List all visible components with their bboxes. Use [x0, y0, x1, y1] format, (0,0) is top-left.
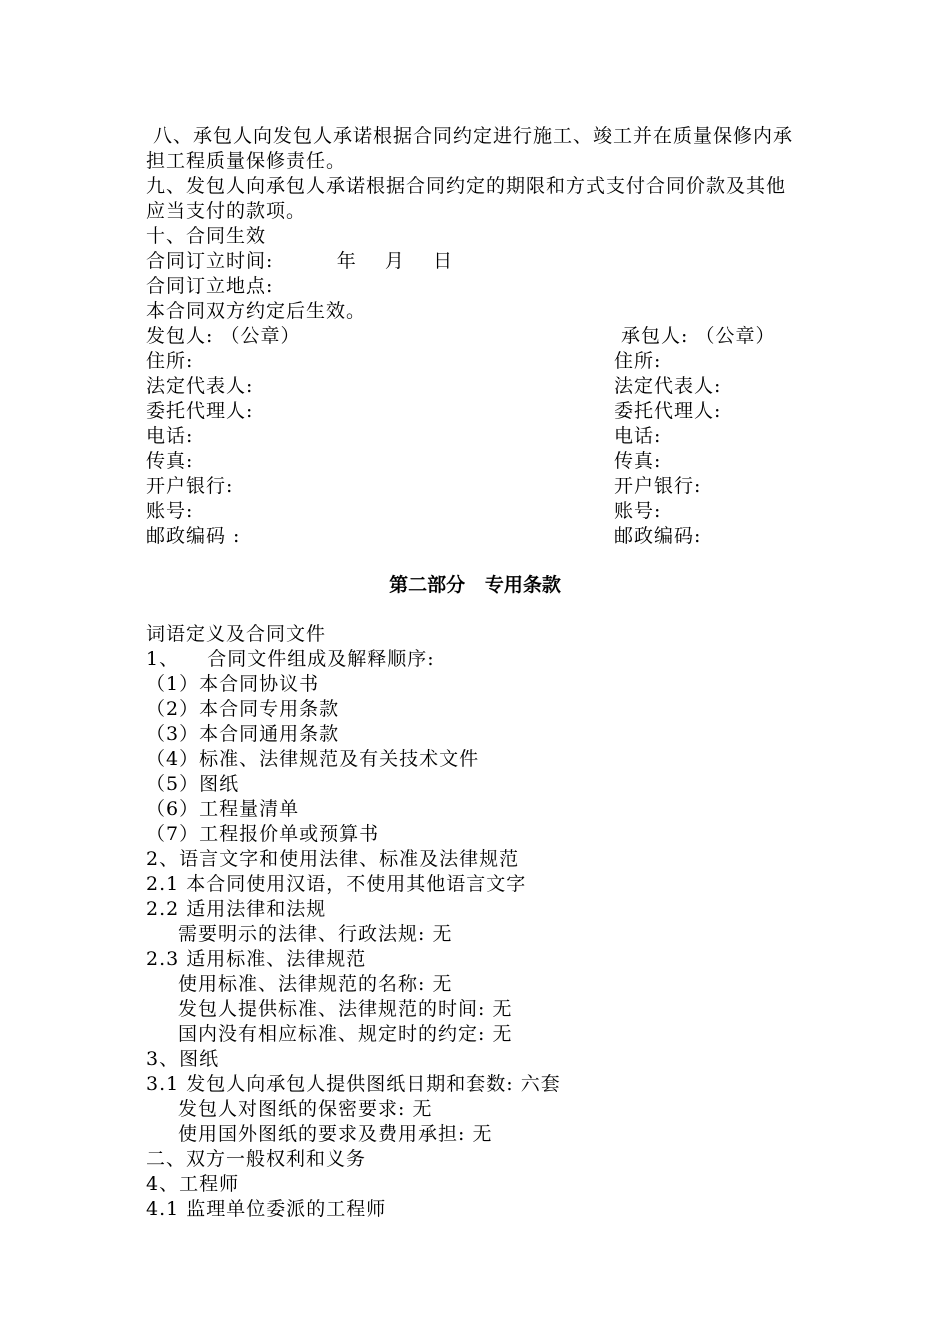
employer-postcode: 邮政编码 : — [146, 525, 241, 547]
part2-line: 发包人对图纸的保密要求: 无 — [178, 1098, 433, 1120]
part2-line: 二、双方一般权利和义务 — [146, 1148, 367, 1170]
part2-line: 4、工程师 — [146, 1173, 240, 1195]
employer-party: 发包人: （公章） — [146, 325, 301, 347]
contractor-agent: 委托代理人: — [614, 400, 722, 422]
part-2-heading: 第二部分 专用条款 — [389, 574, 561, 596]
part2-line: 使用国外图纸的要求及费用承担: 无 — [178, 1123, 493, 1145]
part2-line: 3.1 发包人向承包人提供图纸日期和套数: 六套 — [146, 1073, 561, 1095]
effective-statement: 本合同双方约定后生效。 — [146, 300, 367, 322]
employer-fax: 传真: — [146, 450, 194, 472]
employer-agent: 委托代理人: — [146, 400, 254, 422]
contractor-bank: 开户银行: — [614, 475, 702, 497]
contractor-account: 账号: — [614, 500, 662, 522]
part2-line: 使用标准、法律规范的名称: 无 — [178, 973, 453, 995]
part2-line: 2.1 本合同使用汉语，不使用其他语言文字 — [146, 873, 527, 895]
contractor-fax: 传真: — [614, 450, 662, 472]
part2-line: 词语定义及合同文件 — [146, 623, 327, 645]
part2-line: （6）工程量清单 — [146, 798, 300, 820]
employer-account: 账号: — [146, 500, 194, 522]
part2-line: 国内没有相应标准、规定时的约定: 无 — [178, 1023, 513, 1045]
part2-line: 2、语言文字和使用法律、标准及法律规范 — [146, 848, 520, 870]
part2-line: 3、图纸 — [146, 1048, 220, 1070]
contractor-postcode: 邮政编码: — [614, 525, 702, 547]
clause-8-line-2: 担工程质量保修责任。 — [146, 150, 347, 172]
part2-line: （5）图纸 — [146, 773, 240, 795]
employer-address: 住所: — [146, 350, 194, 372]
employer-legal-rep: 法定代表人: — [146, 375, 254, 397]
part2-line: （7）工程报价单或预算书 — [146, 823, 380, 845]
part2-line: （3）本合同通用条款 — [146, 723, 340, 745]
clause-9-line-1: 九、发包人向承包人承诺根据合同约定的期限和方式支付合同价款及其他 — [146, 175, 787, 197]
clause-10-title: 十、合同生效 — [146, 225, 267, 247]
part2-line: 需要明示的法律、行政法规: 无 — [178, 923, 453, 945]
employer-bank: 开户银行: — [146, 475, 234, 497]
part2-line: 4.1 监理单位委派的工程师 — [146, 1198, 387, 1220]
part2-line: 2.2 适用法律和法规 — [146, 898, 327, 920]
contractor-legal-rep: 法定代表人: — [614, 375, 722, 397]
part2-line: 2.3 适用标准、法律规范 — [146, 948, 367, 970]
sign-place: 合同订立地点: — [146, 275, 274, 297]
sign-time: 合同订立时间: 年 月 日 — [146, 250, 454, 272]
clause-8-line-1: 八、承包人向发包人承诺根据合同约定进行施工、竣工并在质量保修内承 — [146, 125, 794, 147]
part2-line: 发包人提供标准、法律规范的时间: 无 — [178, 998, 513, 1020]
part2-line: （1）本合同协议书 — [146, 673, 320, 695]
contractor-address: 住所: — [614, 350, 662, 372]
employer-phone: 电话: — [146, 425, 194, 447]
part2-line: 1、 合同文件组成及解释顺序: — [146, 648, 435, 670]
part2-line: （2）本合同专用条款 — [146, 698, 340, 720]
part2-line: （4）标准、法律规范及有关技术文件 — [146, 748, 480, 770]
clause-9-line-2: 应当支付的款项。 — [146, 200, 307, 222]
contractor-party: 承包人: （公章） — [614, 325, 776, 347]
contractor-phone: 电话: — [614, 425, 662, 447]
